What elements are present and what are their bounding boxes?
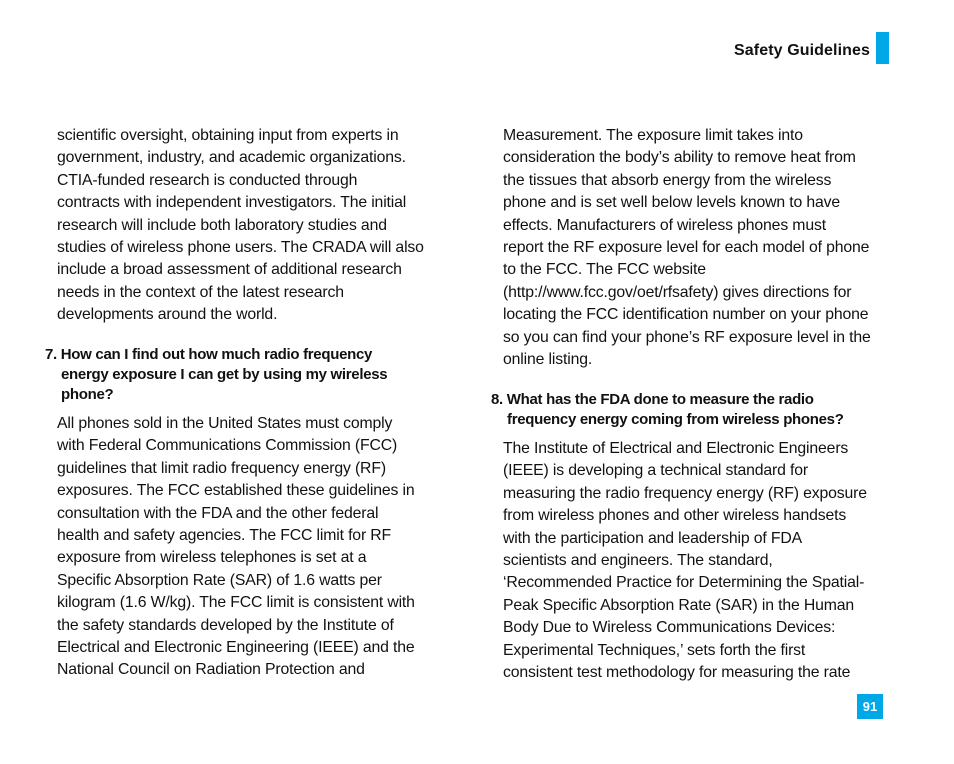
question-7-heading	[45, 345, 387, 405]
text-line: Body Due to Wireless Communications Devices:	[503, 619, 836, 637]
question-8-heading	[491, 390, 844, 430]
page-section-title: Safety Guidelines	[734, 42, 870, 59]
left-intro-paragraph	[57, 125, 447, 327]
text-line: (http://www.fcc.gov/oet/rfsafety) gives directions for	[503, 283, 852, 301]
text-line: developments around the world.	[57, 306, 278, 324]
text-line: include a broad assessment of additional research	[57, 261, 402, 279]
text-line: scientists and engineers. The standard,	[503, 552, 773, 570]
text-line: online listing.	[503, 351, 593, 369]
right-intro-paragraph	[503, 125, 893, 371]
text-line: exposure from wireless telephones is set at a	[57, 549, 367, 567]
text-line: The Institute of Electrical and Electronic Engineers	[503, 440, 849, 457]
text-line: research will include both laboratory studies and	[57, 216, 387, 234]
text-line: Peak Specific Absorption Rate (SAR) in the Human	[503, 596, 855, 614]
text-line: health and safety agencies. The FCC limit for RF	[57, 527, 392, 545]
text-line: needs in the context of the latest research	[57, 283, 344, 301]
text-line: effects. Manufacturers of wireless phones must	[503, 216, 826, 234]
text-line: consideration the body’s ability to remove heat from	[503, 149, 856, 167]
question-line: 8. What has the FDA done to measure the radio	[491, 391, 814, 408]
text-line: scientific oversight, obtaining input from experts in	[57, 127, 399, 144]
text-line: guidelines that limit radio frequency energy (RF)	[57, 459, 386, 477]
text-line: Measurement. The exposure limit takes into	[503, 127, 803, 144]
text-line: consultation with the FDA and the other federal	[57, 504, 379, 522]
text-line: to the FCC. The FCC website	[503, 261, 706, 279]
text-line: report the RF exposure level for each model of phone	[503, 239, 870, 257]
text-line: from wireless phones and other wireless handsets	[503, 507, 847, 525]
question-line: 7. How can I find out how much radio frequency	[45, 346, 373, 363]
text-line: contracts with independent investigators. The initial	[57, 194, 407, 212]
text-line: ‘Recommended Practice for Determining the Spatial-	[503, 574, 865, 592]
text-line: the safety standards developed by the Institute of	[57, 616, 394, 634]
answer-8-paragraph	[503, 438, 867, 684]
text-line: the tissues that absorb energy from the wireless	[503, 171, 832, 189]
question-line: phone?	[61, 386, 114, 403]
text-line: phone and is set well below levels known to have	[503, 194, 841, 212]
text-line: kilogram (1.6 W/kg). The FCC limit is consistent with	[57, 594, 415, 612]
text-line: Specific Absorption Rate (SAR) of 1.6 watts per	[57, 571, 382, 589]
question-line: frequency energy coming from wireless phones?	[507, 411, 844, 428]
text-line: with Federal Communications Commission (FCC)	[57, 437, 398, 455]
text-line: locating the FCC identification number on your phone	[503, 306, 869, 324]
text-line: All phones sold in the United States must comply	[57, 415, 393, 432]
text-line: measuring the radio frequency energy (RF) exposure	[503, 484, 867, 502]
text-line: government, industry, and academic organizations.	[57, 149, 406, 167]
text-line: CTIA-funded research is conducted through	[57, 171, 358, 189]
text-line: exposures. The FCC established these guidelines in	[57, 482, 415, 500]
page-number-badge: 91	[857, 694, 883, 719]
text-line: with the participation and leadership of FDA	[503, 529, 802, 547]
section-accent-bar	[876, 32, 889, 64]
question-line: energy exposure I can get by using my wireless	[61, 366, 388, 383]
text-line: National Council on Radiation Protection and	[57, 661, 365, 679]
text-line: so you can find your phone’s RF exposure level in the	[503, 328, 871, 346]
text-line: consistent test methodology for measuring the rate	[503, 664, 851, 682]
answer-7-paragraph	[57, 413, 415, 682]
text-line: (IEEE) is developing a technical standard for	[503, 462, 808, 480]
text-line: Experimental Techniques,’ sets forth the first	[503, 641, 806, 659]
text-line: studies of wireless phone users. The CRADA will also	[57, 239, 424, 257]
text-line: Electrical and Electronic Engineering (IEEE) and the	[57, 639, 415, 657]
